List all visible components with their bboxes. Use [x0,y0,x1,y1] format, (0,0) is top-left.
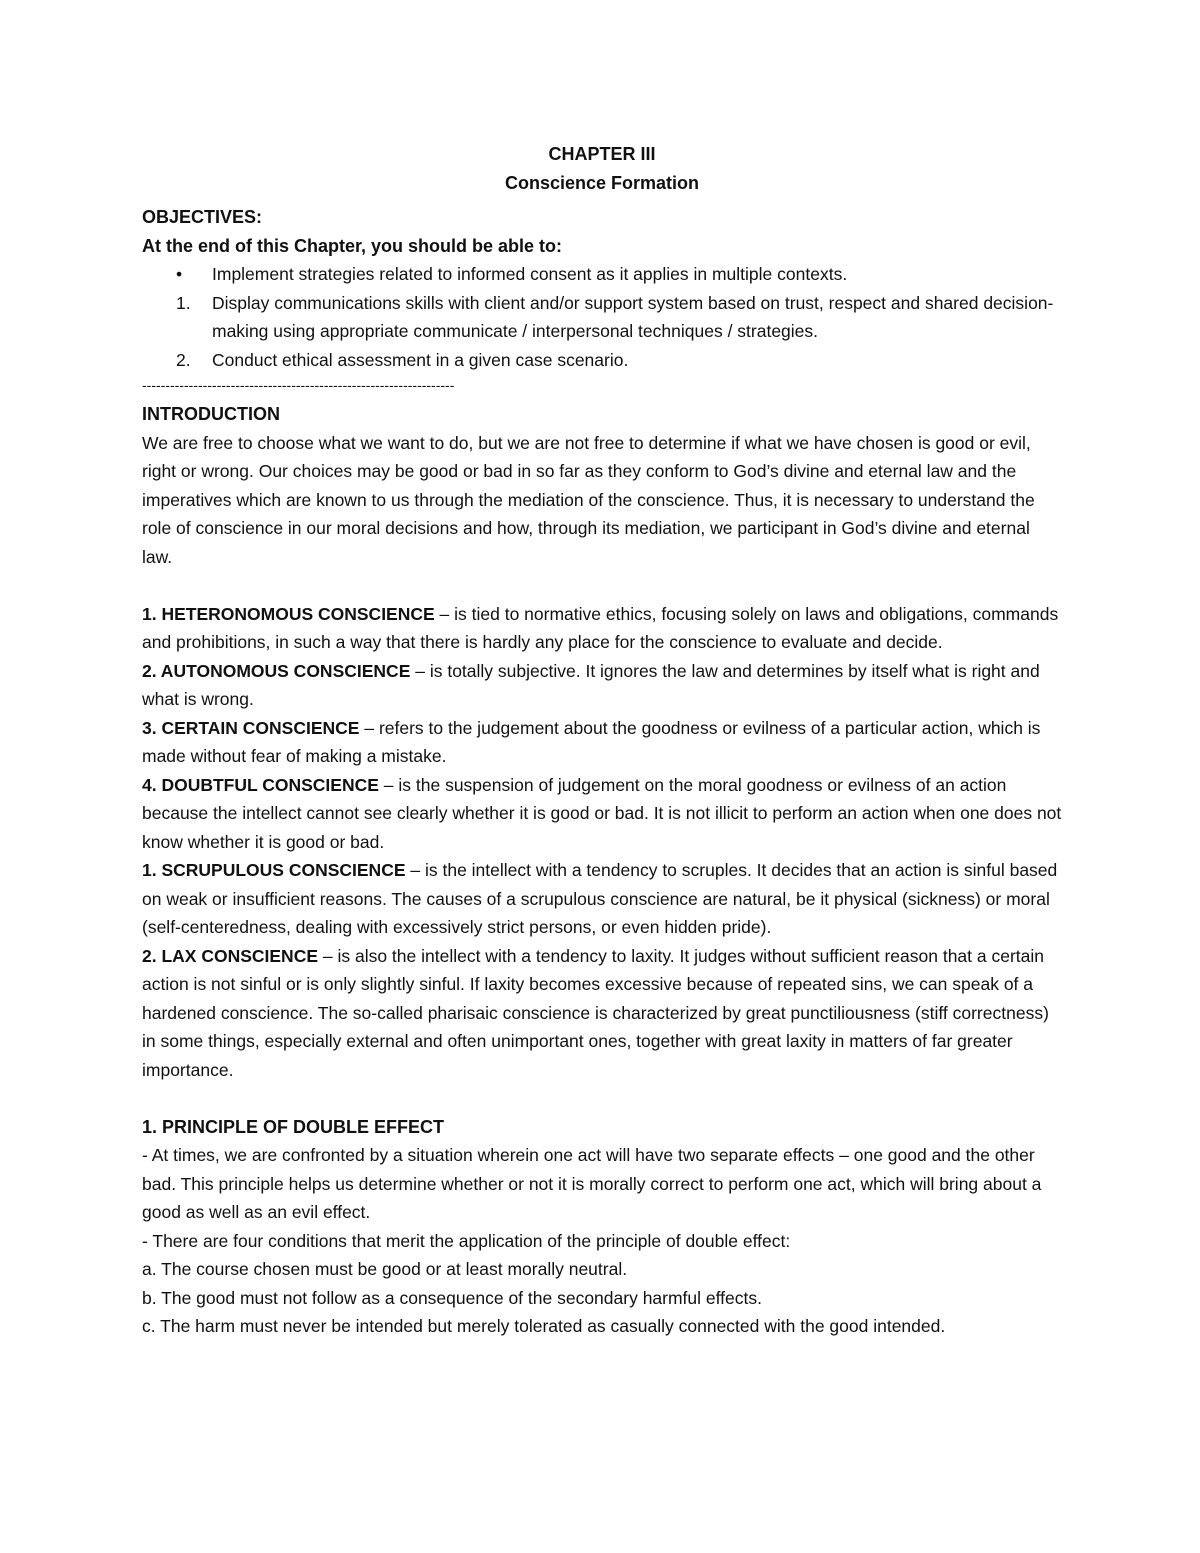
double-effect-paragraph: - There are four conditions that merit the application of the principle of double effect: [142,1230,791,1251]
conscience-term: 4. DOUBTFUL CONSCIENCE [142,774,379,795]
blank-line [142,571,1062,600]
double-effect-condition: b. The good must not follow as a consequence of the secondary harmful effects. [142,1287,763,1308]
objective-bullet-text: Implement strategies related to informed consent as it applies in multiple contexts. [212,264,848,284]
conscience-definition: – is totally subjective. It ignores the law and determines by itself what is right and what is wrong. [142,660,1040,709]
chapter-subtitle: Conscience Formation [504,172,700,193]
objective-bullet-item [142,260,1062,289]
document-page [142,140,1062,1341]
double-effect-paragraph: - At times, we are confronted by a situation wherein one act will have two separate effects – one good and the other bad. This principle helps us determine whether or not it is morally correct to perform one act, which will bring about a good as well as an evil effect. [142,1145,1042,1222]
section-divider: ------------------------------------------------------------------- [142,377,455,393]
conscience-definition: – is tied to normative ethics, focusing solely on laws and obligations, commands and prohibitions, in such a way that there is hardly any place for the conscience to evaluate and decide. [142,603,1059,652]
conscience-definition: – is the suspension of judgement on the moral goodness or evilness of an action because the intellect cannot see clearly whether it is good or bad. It is not illicit to perform an action when one does not know whether it is good or bad. [142,774,1062,852]
chapter-title: CHAPTER III [548,144,656,164]
objective-number: 1. [176,292,191,313]
objectives-heading: OBJECTIVES: [142,207,263,227]
conscience-definition: – is the intellect with a tendency to scruples. It decides that an action is sinful based on weak or insufficient reasons. The causes of a scrupulous conscience are natural, be it physical (sickness) or moral (self-centeredness, dealing with excessively strict persons, or even hidden pride). [142,860,1058,937]
double-effect-condition: a. The course chosen must be good or at least morally neutral. [142,1259,628,1279]
objective-item [142,346,1062,375]
conscience-type-entry [142,771,1062,857]
conscience-term: 2. LAX CONSCIENCE [142,945,318,966]
objective-text: Conduct ethical assessment in a given case scenario. [212,349,629,370]
introduction-heading: INTRODUCTION [142,404,280,424]
conscience-term: 1. HETERONOMOUS CONSCIENCE [142,603,435,624]
conscience-definition: – refers to the judgement about the goodness or evilness of a particular action, which is made without fear of making a mistake. [142,717,1041,766]
conscience-type-entry [142,714,1062,771]
conscience-type-entry [142,657,1062,714]
conscience-term: 1. SCRUPULOUS CONSCIENCE [142,860,406,880]
objective-text: Display communications skills with client and/or support system based on trust, respect and shared decision-making using appropriate communicate / interpersonal techniques / strategies. [212,292,1054,341]
conscience-term: 3. CERTAIN CONSCIENCE [142,717,360,738]
double-effect-heading: 1. PRINCIPLE OF DOUBLE EFFECT [142,1116,445,1137]
double-effect-condition: c. The harm must never be intended but merely tolerated as casually connected with the good intended. [142,1316,946,1336]
conscience-term: 2. AUTONOMOUS CONSCIENCE [142,660,411,681]
bullet-marker: • [176,264,183,284]
conscience-types [142,600,1062,1085]
objectives-intro: At the end of this Chapter, you should be able to: [142,235,563,256]
objectives-numbered-list [142,289,1062,375]
conscience-definition: – is also the intellect with a tendency to laxity. It judges without sufficient reason that a certain action is not sinful or is only slightly sinful. If laxity becomes excessive because of repeated sins, we can speak of a hardened conscience. The so-called pharisaic conscience is characterized by great punctiliousness (stiff correctness) in some things, especially external and often unimportant ones, together with great laxity in matters of far greater importance. [142,945,1049,1080]
conscience-type-entry [142,856,1062,942]
conscience-type-entry [142,600,1062,657]
objective-item [142,289,1062,346]
introduction-text: We are free to choose what we want to do, but we are not free to determine if what we have chosen is good or evil, right or wrong. Our choices may be good or bad in so far as they conform to God’s divine and eternal law and the imperatives which are known to us through the mediation of the conscience. Thus, it is necessary to understand the role of conscience in our moral decisions and how, through its mediation, we participant in God’s divine and eternal law. [142,432,1035,567]
blank-line [142,1084,1062,1113]
objective-number: 2. [176,349,191,370]
conscience-type-entry [142,942,1062,1085]
objectives-bullet-list [142,260,1062,289]
